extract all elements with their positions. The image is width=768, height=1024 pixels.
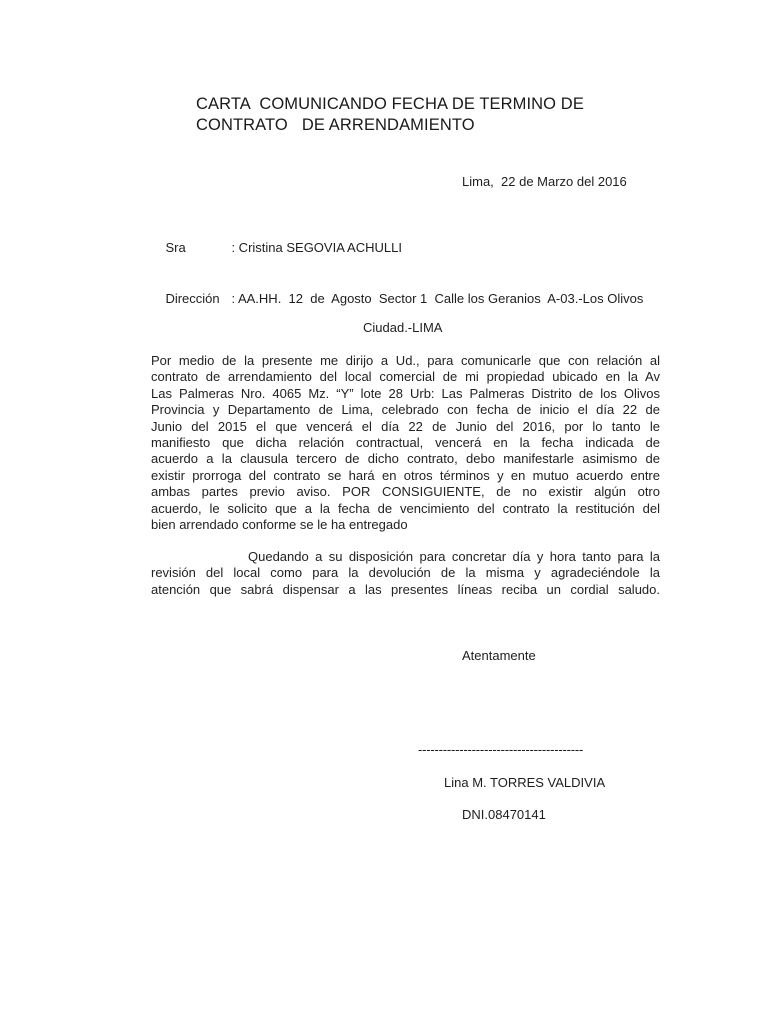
address-label: Dirección [165, 291, 220, 306]
body-paragraph-1 [151, 353, 660, 533]
document-title [196, 94, 656, 136]
body-paragraph-2 [151, 549, 660, 598]
recipient-label: Sra [165, 240, 186, 255]
paragraph-line: Junio del 2015 el que vencerá el día 22 de Junio del 2016, por lo tanto le [151, 418, 660, 434]
paragraph-line: acuerdo a la clausula tercero de dicho contrato, debo manifestarle asimismo de [151, 451, 660, 467]
address-row [151, 275, 643, 323]
signer-name: Lina M. TORRES VALDIVIA [444, 775, 606, 790]
signer-id: DNI.08470141 [462, 807, 546, 822]
paragraph-line: Provincia y Departamento de Lima, celebrado con fecha de inicio el día 22 de [151, 402, 660, 418]
paragraph-line: revisión del local como para la devolución de la misma y agradeciéndole la [151, 565, 660, 581]
paragraph-line: atención que sabrá dispensar a las presentes líneas reciba un cordial saludo. [151, 581, 660, 597]
recipient-row [151, 224, 402, 272]
paragraph-line: existir prorroga del contrato se hará en otros términos y en mutuo acuerdo entre [151, 467, 660, 483]
city-line: Ciudad.-LIMA [363, 320, 443, 335]
paragraph-line: contrato de arrendamiento del local comercial de mi propiedad ubicado en la Av [151, 369, 660, 385]
address-value: : AA.HH. 12 de Agosto Sector 1 Calle los Geranios A-03.-Los Olivos [231, 291, 644, 306]
paragraph-line: manifiesto que dicha relación contractual, vencerá en la fecha indicada de [151, 435, 660, 451]
paragraph-line: ambas partes previo aviso. POR CONSIGUIENTE, de no existir algún otro [151, 484, 660, 500]
paragraph-line: Quedando a su disposición para concretar día y hora tanto para la [248, 549, 660, 564]
paragraph-line: bien arrendado conforme se le ha entregado [151, 517, 408, 533]
recipient-value: : Cristina SEGOVIA ACHULLI [231, 240, 402, 255]
paragraph-line: Las Palmeras Nro. 4065 Mz. “Y” lote 28 Urb: Las Palmeras Distrito de los Olivos [151, 385, 660, 401]
paragraph-line: Por medio de la presente me dirijo a Ud., para comunicarle que con relación al [151, 353, 660, 368]
letter-date: Lima, 22 de Marzo del 2016 [462, 174, 627, 189]
document-title-line: CONTRATO DE ARRENDAMIENTO [196, 116, 475, 134]
paragraph-line: acuerdo, le solicito que a la fecha de vencimiento del contrato la restitución del [151, 500, 660, 516]
closing-salutation: Atentamente [462, 648, 536, 663]
signature-line: ---------------------------------------- [418, 742, 584, 757]
document-title-line: CARTA COMUNICANDO FECHA DE TERMINO DE [196, 95, 584, 113]
